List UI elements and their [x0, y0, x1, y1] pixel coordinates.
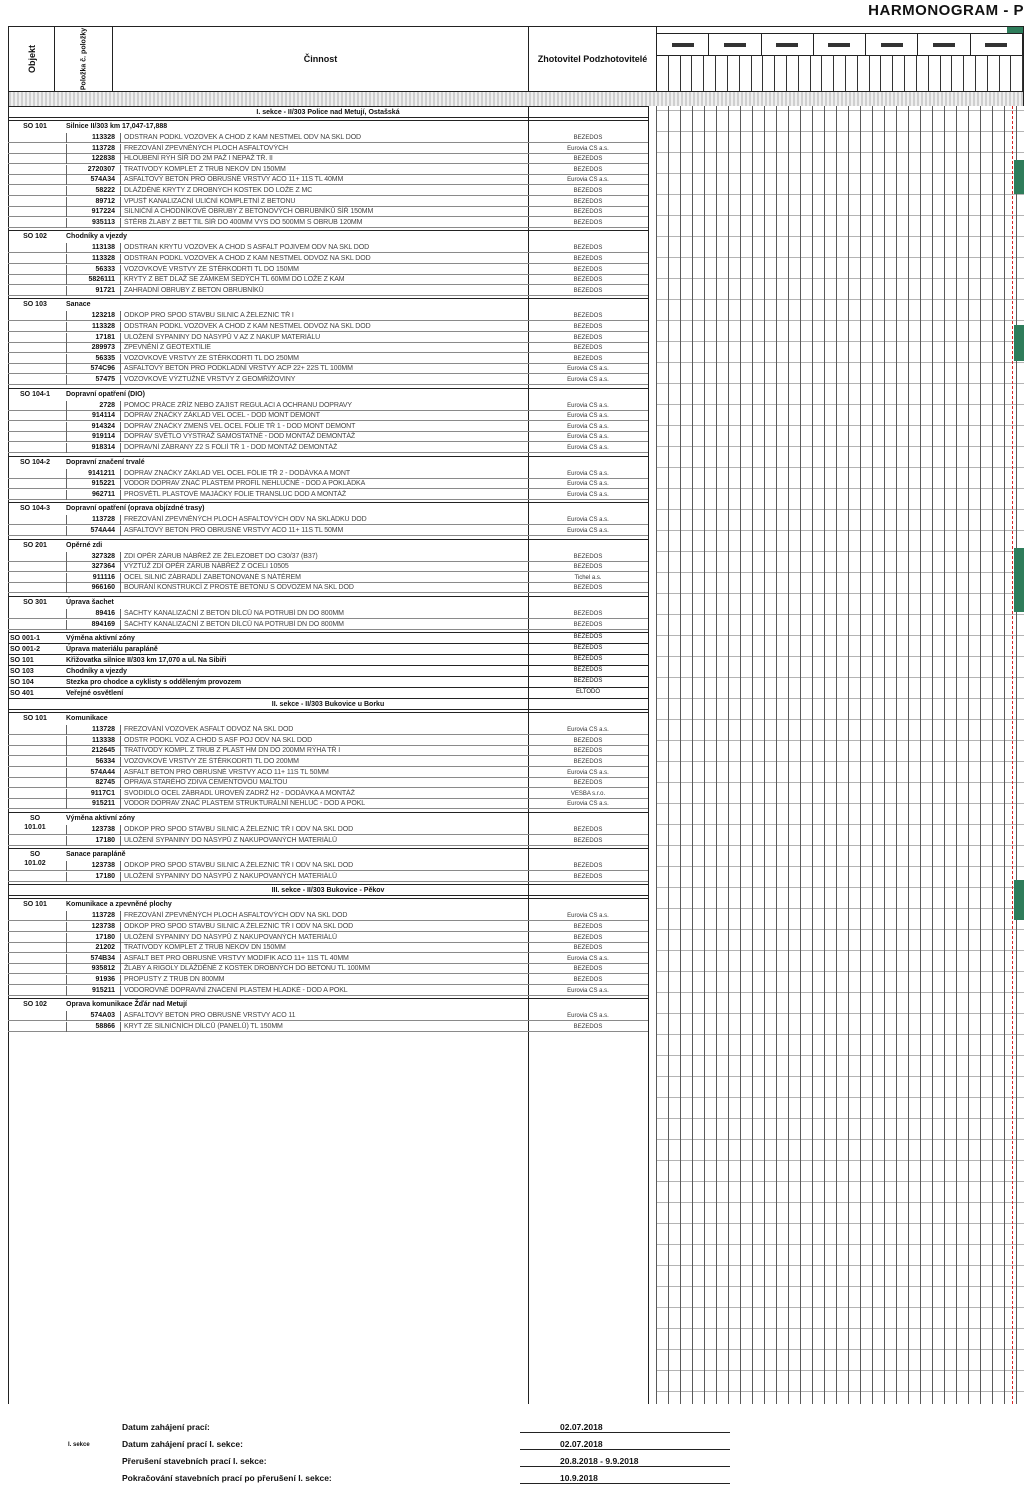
table-row: 914114 DOPRAV ZNAČKY ZÁKLAD VEL OCEL - DOD MONT DEMONT Eurovia CS a.s. [8, 411, 648, 421]
table-row: 9141211 DOPRAV ZNAČKY ZÁKLAD VEL OCEL FÓLIE TŘ 2 - DODÁVKA A MONT Eurovia CS a.s. [8, 469, 648, 479]
object-group: SO 104-3 Dopravní opatření (oprava objízdné trasy) [8, 502, 648, 536]
object-group: SO 101.02 Sanace parapláně [8, 848, 648, 882]
month-cell [814, 33, 866, 55]
week-cell [740, 55, 752, 91]
table-row: 919114 DOPRAV SVĚTLO VÝSTRAŽ SAMOSTATNÉ - DOD MONTÁŽ DEMONTÁŽ Eurovia CS a.s. [8, 432, 648, 442]
gantt-grid [656, 106, 1024, 1493]
week-cell [952, 55, 964, 91]
week-cell [657, 55, 669, 91]
week-cell [846, 55, 858, 91]
object-row: SO 401 Veřejné osvětlení ELTODO [8, 687, 648, 698]
week-cell [834, 55, 846, 91]
table-row: 58222 DLÁŽDĚNÉ KRYTY Z DROBNÝCH KOSTEK DO LOŽE Z MC BEZEDOS [8, 186, 648, 196]
table-row: 122838 HLOUBENÍ RÝH ŠÍŘ DO 2M PAŽ I NEPAŽ TŘ. II BEZEDOS [8, 154, 648, 164]
table-row: 935113 ŠTĚRB ŽLABY Z BET TIL ŠÍŘ DO 400MM VYS DO 500MM S OBRUB 120MM BEZEDOS [8, 218, 648, 228]
week-cell [964, 55, 976, 91]
table-row: 574A44 ASFALTOVÝ BETON PRO OBRUSNÉ VRSTVY ACO 11+ 11S TL 50MM Eurovia CS a.s. [8, 526, 648, 536]
table-row: 574C96 ASFALTOVÝ BETON PRO PODKLADNÍ VRSTVY ACP 22+ 22S TL 100MM Eurovia CS a.s. [8, 364, 648, 374]
header-cinnost: Činnost [113, 27, 529, 91]
week-cell [787, 55, 799, 91]
table-row: 917224 SILNIČNÍ A CHODNÍKOVÉ OBRUBY Z BETONOVÝCH OBRUBNÍKŮ ŠÍŘ 150MM BEZEDOS [8, 207, 648, 217]
table-row: 212645 TRATIVODY KOMPL Z TRUB Z PLAST HM DN DO 200MM RÝHA TŘ I BEZEDOS [8, 746, 648, 756]
week-cell [775, 55, 787, 91]
table-row: 113138 ODSTRAN KRYTU VOZOVEK A CHOD S ASFALT POJIVEM ODV NA SKL DOD BEZEDOS [8, 243, 648, 253]
object-row: SO 104 Stezka pro chodce a cyklisty s odděleným provozem BEZEDOS [8, 676, 648, 687]
footer-dates [0, 1422, 1024, 1492]
table-row: 113728 FREZOVÁNÍ ZPEVNĚNÝCH PLOCH ASFALTOVÝCH ODV NA SKLÁDKU DOD Eurovia CS a.s. [8, 515, 648, 525]
table-row: 57475 VOZOVKOVÉ VÝZTUŽNÉ VRSTVY Z GEOMŘÍŽOVINY Eurovia CS a.s. [8, 375, 648, 385]
table-row: 17180 ULOŽENÍ SYPANINY DO NÁSYPŮ Z NAKUPOVANÝCH MATERIÁLŮ BEZEDOS [8, 836, 648, 846]
month-cell [709, 33, 761, 55]
table-row: 915211 VODOROVNÉ DOPRAVNÍ ZNAČENÍ PLASTEM HLADKÉ - DOD A POKL Eurovia CS a.s. [8, 986, 648, 996]
week-cell [976, 55, 988, 91]
header-polozka: Položka č. položky [55, 27, 113, 91]
month-cell [657, 33, 709, 55]
object-group: SO 104-1 Dopravní opatření (DIO) [8, 388, 648, 454]
week-cell [763, 55, 775, 91]
schedule-bar [1014, 160, 1024, 194]
table-row: 2720307 TRATIVODY KOMPLET Z TRUB NEKOV DN 150MM BEZEDOS [8, 165, 648, 175]
month-cell [971, 33, 1023, 55]
footer-row: Datum zahájení prací: 02.07.2018 [0, 1422, 760, 1438]
section-header: I. sekce - II/303 Police nad Metují, Ostašská [8, 106, 648, 118]
week-cell [881, 55, 893, 91]
table-row: 894169 ŠACHTY KANALIZAČNÍ Z BETON DÍLCŮ NA POTRUBÍ DN DO 800MM BEZEDOS [8, 620, 648, 630]
table-row: 2728 POMOC PRÁCE ZŘÍZ NEBO ZAJIST REGULACI A OCHRANU DOPRAVY Eurovia CS a.s. [8, 401, 648, 411]
table-row: 574B34 ASFALT BET PRO OBRUSNÉ VRSTVY MODIFIK ACO 11+ 11S TL 40MM Eurovia CS a.s. [8, 954, 648, 964]
week-cell [799, 55, 811, 91]
table-row: 91721 ZAHRADNÍ OBRUBY Z BETON OBRUBNÍKŮ BEZEDOS [8, 286, 648, 296]
table-row: 113728 FREZOVÁNÍ VOZOVEK ASFALT ODVOZ NA SKL DOD Eurovia CS a.s. [8, 725, 648, 735]
object-row: SO 103 Chodníky a vjezdy BEZEDOS [8, 665, 648, 676]
footer-row: I. sekce Datum zahájení prací I. sekce: 02.07.2018 [0, 1439, 760, 1455]
footer-row: Pokračování stavebních prací po přerušení I. sekce: 10.9.2018 [0, 1473, 760, 1489]
table-row: 113328 ODSTRAN PODKL VOZOVEK A CHOD Z KAM NESTMEL ODVOZ NA SKL DOD BEZEDOS [8, 322, 648, 332]
schedule-bar [1014, 325, 1024, 361]
table-row: 915221 VODOR DOPRAV ZNAČ PLASTEM PROFIL NEHLUČNÉ - DOD A POKLÁDKA Eurovia CS a.s. [8, 479, 648, 489]
schedule-bar [1014, 880, 1024, 920]
month-cell [918, 33, 970, 55]
today-line [1012, 106, 1013, 1404]
table-row: 574A03 ASFALTOVÝ BETON PRO OBRUSNÉ VRSTVY ACO 11 Eurovia CS a.s. [8, 1011, 648, 1021]
object-group: SO 104-2 Dopravní značení trvalé [8, 456, 648, 501]
schedule-bar [1014, 548, 1024, 590]
object-group: SO 101.01 Výměna aktivní zóny [8, 812, 648, 846]
table-row: 966160 BOURÁNÍ KONSTRUKCÍ Z PROSTÉ BETONU S ODVOZEM NA SKL DOD BEZEDOS [8, 583, 648, 593]
month-cell [762, 33, 814, 55]
object-group: SO 301 Úprava šachet [8, 596, 648, 630]
week-cell [988, 55, 1000, 91]
table-row: 9117C1 SVODIDLO OCEL ZÁBRADL ÚROVEŇ ZADRŽ H2 - DODÁVKA A MONTÁŽ VESBA s.r.o. [8, 789, 648, 799]
section-header: II. sekce - II/303 Bukovice u Borku [8, 698, 648, 710]
week-cell [1011, 55, 1023, 91]
table-row: 17180 ULOŽENÍ SYPANINY DO NÁSYPŮ Z NAKUPOVANÝCH MATERIÁLŮ BEZEDOS [8, 872, 648, 882]
table-row: 56333 VOZOVKOVÉ VRSTVY ZE ŠTĚRKODRTI TL DO 150MM BEZEDOS [8, 265, 648, 275]
table-row: 17180 ULOŽENÍ SYPANINY DO NÁSYPŮ Z NAKUPOVANÝCH MATERIÁLŮ BEZEDOS [8, 933, 648, 943]
table-row: 56335 VOZOVKOVÉ VRSTVY ZE ŠTĚRKODRTI TL DO 250MM BEZEDOS [8, 354, 648, 364]
week-cell [905, 55, 917, 91]
table-row: 123738 ODKOP PRO SPOD STAVBU SILNIC A ŽELEZNIC TŘ I ODV NA SKL DOD BEZEDOS [8, 922, 648, 932]
table-row: 91936 PROPUSTY Z TRUB DN 800MM BEZEDOS [8, 975, 648, 985]
week-cell [929, 55, 941, 91]
table-row: 123738 ODKOP PRO SPOD STAVBU SILNIC A ŽELEZNIC TŘ I ODV NA SKL DOD BEZEDOS [8, 825, 648, 835]
section-header: III. sekce - II/303 Bukovice - Pěkov [8, 884, 648, 896]
table-row: 327364 VÝZTUŽ ZDÍ OPĚR ZÁRUB NÁBŘEŽ Z OCELI 10505 BEZEDOS [8, 562, 648, 572]
object-row: SO 001-2 Úprava materiálu parapláně BEZEDOS [8, 643, 648, 654]
week-cell [681, 55, 693, 91]
table-row: 56334 VOZOVKOVÉ VRSTVY ZE ŠTĚRKODRTI TL DO 200MM BEZEDOS [8, 757, 648, 767]
table-row: 21202 TRATIVODY KOMPLET Z TRUB NEKOV DN 150MM BEZEDOS [8, 943, 648, 953]
table-row: 89712 VPUSŤ KANALIZAČNÍ ULIČNÍ KOMPLETNÍ Z BETONU BEZEDOS [8, 197, 648, 207]
week-cell [811, 55, 823, 91]
table-row: 123738 ODKOP PRO SPOD STAVBU SILNIC A ŽELEZNIC TŘ I ODV NA SKL DOD BEZEDOS [8, 861, 648, 871]
table-row: 574A34 ASFALTOVÝ BETON PRO OBRUSNÉ VRSTVY ACO 11+ 11S TL 40MM Eurovia CS a.s. [8, 175, 648, 185]
table-row: 58866 KRYT ZE SILNIČNÍCH DÍLCŮ (PANELŮ) TL 150MM BEZEDOS [8, 1022, 648, 1032]
table-row: 935812 ŽLABY A RIGOLY DLÁŽDĚNÉ Z KOSTEK DROBNÝCH DO BETONU TL 100MM BEZEDOS [8, 964, 648, 974]
table-row: 89416 ŠACHTY KANALIZAČNÍ Z BETON DÍLCŮ NA POTRUBÍ DN DO 800MM BEZEDOS [8, 609, 648, 619]
object-row: SO 101 Křižovatka silnice II/303 km 17,070 a ul. Na Sibiři BEZEDOS [8, 654, 648, 665]
header-zhotovitel: Zhotovitel Podzhotovitelé [529, 27, 657, 91]
table-row: 113328 ODSTRAN PODKL VOZOVEK A CHOD Z KAM NESTMEL ODVOZ NA SKL DOD BEZEDOS [8, 254, 648, 264]
table-row: 914324 DOPRAV ZNAČKY ZMENŠ VEL OCEL FÓLIE TŘ 1 - DOD MONT DEMONT Eurovia CS a.s. [8, 422, 648, 432]
table-header [8, 26, 1024, 92]
document-title: HARMONOGRAM - P [868, 2, 1024, 19]
week-cell [728, 55, 740, 91]
week-cell [669, 55, 681, 91]
object-group: SO 103 Sanace [8, 298, 648, 385]
week-cell [917, 55, 929, 91]
table-row: 113728 FREZOVÁNÍ ZPEVNĚNÝCH PLOCH ASFALTOVÝCH ODV NA SKL DOD Eurovia CS a.s. [8, 911, 648, 921]
table-row: 962711 PROSVĚTL PLASTOVÉ MAJÁČKY FÓLIE TRANSLUC DOD A MONTÁŽ Eurovia CS a.s. [8, 490, 648, 500]
object-group: SO 101 Komunikace [8, 712, 648, 810]
week-cell [716, 55, 728, 91]
table-row: 82745 OPRAVA STARÉHO ZDIVA CEMENTOVOU MALTOU BEZEDOS [8, 778, 648, 788]
week-cell [941, 55, 953, 91]
week-cell [893, 55, 905, 91]
week-cell [822, 55, 834, 91]
week-cell [858, 55, 870, 91]
table-row: 574A44 ASFALT BETON PRO OBRUSNÉ VRSTVY ACO 11+ 11S TL 50MM Eurovia CS a.s. [8, 768, 648, 778]
table-row: 918314 DOPRAVNÍ ZÁBRANY Z2 S FÓLIÍ TŘ 1 - DOD MONTÁŽ DEMONTÁŽ Eurovia CS a.s. [8, 443, 648, 453]
week-cell [692, 55, 704, 91]
table-row: 113328 ODSTRAN PODKL VOZOVEK A CHOD Z KAM NESTMEL ODV NA SKL DOD BEZEDOS [8, 133, 648, 143]
table-row: 289973 ZPEVNĚNÍ Z GEOTEXTILIE BEZEDOS [8, 343, 648, 353]
footer-row: Přerušení stavebních prací I. sekce: 20.8.2018 - 9.9.2018 [0, 1456, 760, 1472]
table-row: 17181 ULOŽENÍ SYPANINY DO NÁSYPŮ V AZ Z NAKUP MATERIÁLU BEZEDOS [8, 333, 648, 343]
week-cell [752, 55, 764, 91]
table-row: 123218 ODKOP PRO SPOD STAVBU SILNIC A ŽELEZNIC TŘ I BEZEDOS [8, 311, 648, 321]
object-group: SO 101 Komunikace a zpevněné plochy [8, 898, 648, 996]
object-group: SO 101 Silnice II/303 km 17,047-17,888 [8, 120, 648, 228]
header-timeline [657, 27, 1023, 91]
object-group: SO 201 Opěrné zdi [8, 539, 648, 594]
object-group: SO 102 Chodníky a vjezdy [8, 230, 648, 296]
header-objekt: Objekt [9, 27, 55, 91]
object-row: SO 001-1 Výměna aktivní zóny BEZEDOS [8, 632, 648, 643]
table-row: 327328 ZDI OPĚR ZÁRUB NÁBŘEŽ ZE ŽELEZOBET DO C30/37 (B37) BEZEDOS [8, 552, 648, 562]
schedule-bar [1014, 590, 1024, 612]
table-row: 113338 ODSTR PODKL VOZ A CHOD S ASF POJ ODV NA SKL DOD BEZEDOS [8, 736, 648, 746]
table-row: 915211 VODOR DOPRAV ZNAČ PLASTEM STRUKTURÁLNÍ NEHLUČ - DOD A POKL Eurovia CS a.s. [8, 799, 648, 809]
week-cell [870, 55, 882, 91]
month-cell [866, 33, 918, 55]
object-group: SO 102 Oprava komunikace Žďár nad Metují [8, 998, 648, 1032]
week-cell [704, 55, 716, 91]
table-row: 911116 OCEL SILNIČ ZÁBRADLÍ ZABETONOVANÉ S NÁTĚREM Tichel a.s. [8, 573, 648, 583]
week-cell [1000, 55, 1012, 91]
table-row: 113728 FREZOVÁNÍ ZPEVNĚNÝCH PLOCH ASFALTOVÝCH Eurovia CS a.s. [8, 144, 648, 154]
header-separator [8, 92, 1024, 106]
table-row: 5826111 KRYTY Z BET DLAŽ SE ZÁMKEM ŠEDÝCH TL 60MM DO LOŽE Z KAM BEZEDOS [8, 275, 648, 285]
